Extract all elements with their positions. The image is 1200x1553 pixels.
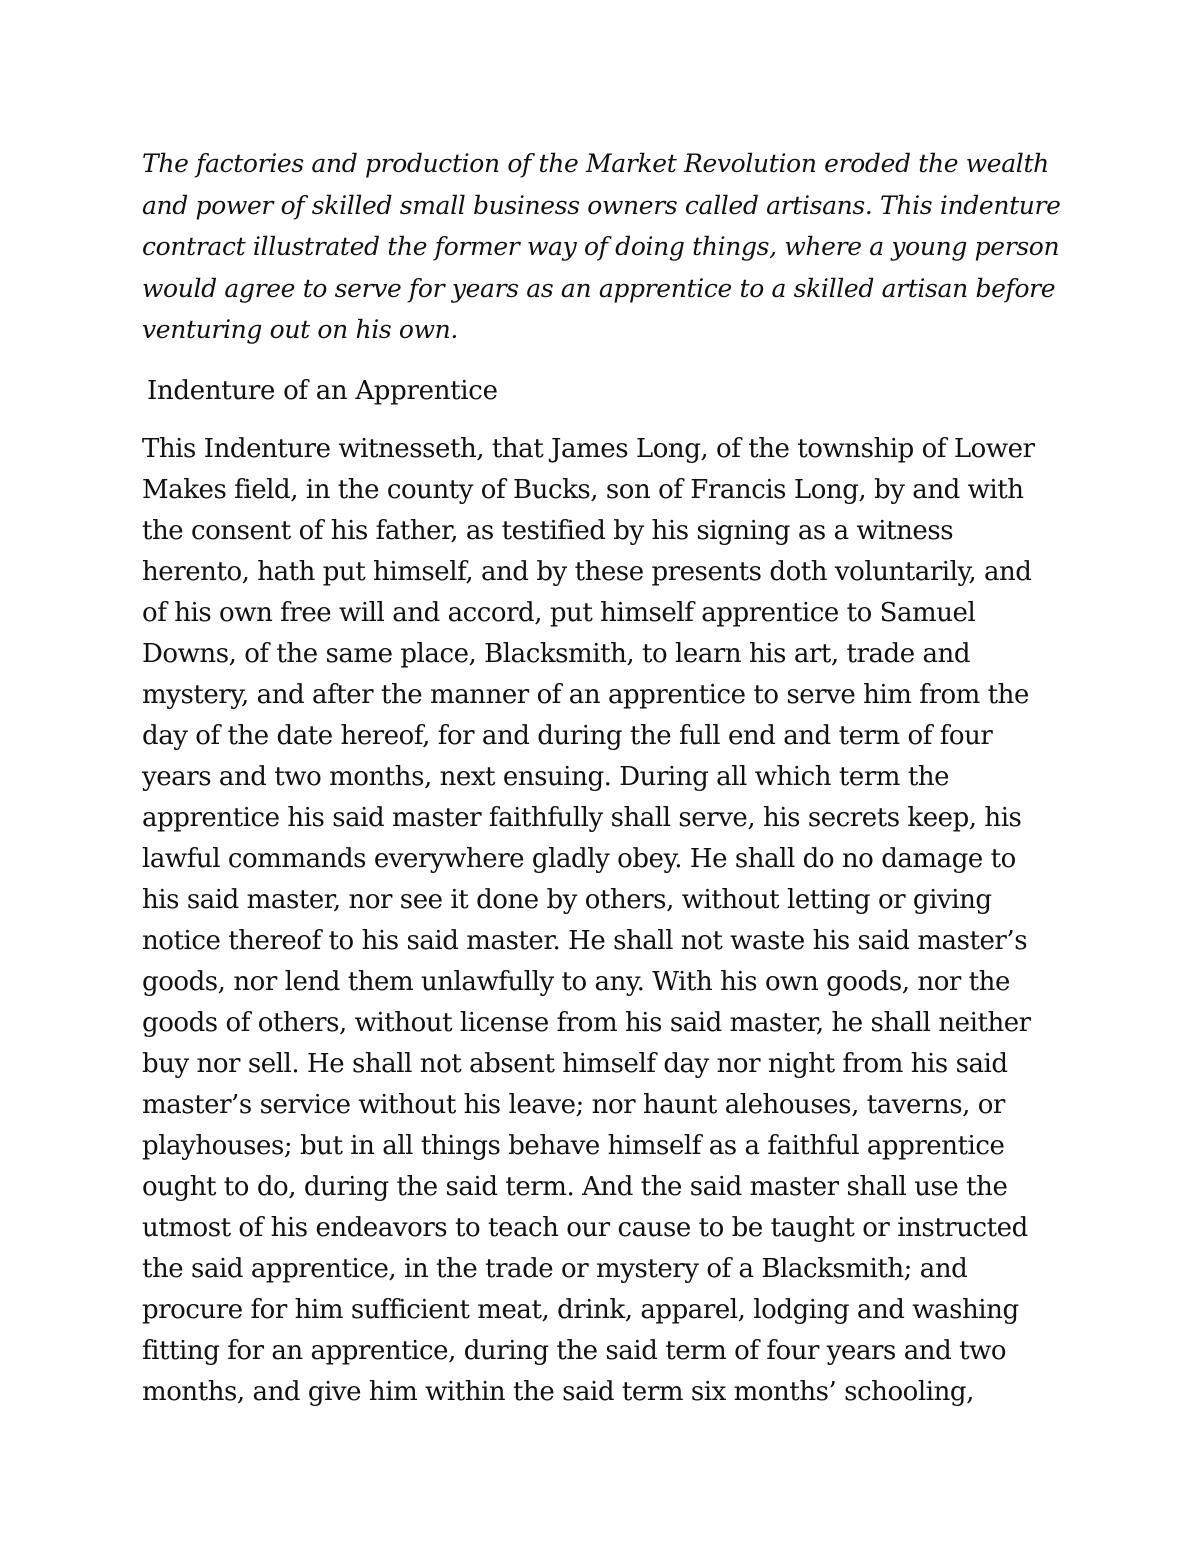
intro-line: venturing out on his own. <box>142 315 459 344</box>
body-line: buy nor sell. He shall not absent himself day nor night from his said <box>142 1048 1008 1079</box>
body-line: Makes field, in the county of Bucks, son of Francis Long, by and with <box>142 474 1024 505</box>
body-line: utmost of his endeavors to teach our cause to be taught or instructed <box>142 1212 1028 1243</box>
body-line: months, and give him within the said term six months’ schooling, <box>142 1376 974 1407</box>
body-line: lawful commands everywhere gladly obey. He shall do no damage to <box>142 843 1016 874</box>
intro-line: and power of skilled small business owners called artisans. This indenture <box>142 190 1061 220</box>
intro-line: The factories and production of the Market Revolution eroded the wealth <box>142 149 1049 178</box>
body-line: apprentice his said master faithfully shall serve, his secrets keep, his <box>142 802 1022 833</box>
body-line: This Indenture witnesseth, that James Long, of the township of Lower <box>142 433 1035 464</box>
body-line: playhouses; but in all things behave himself as a faithful apprentice <box>142 1130 1005 1161</box>
body-line: mystery, and after the manner of an apprentice to serve him from the <box>142 679 1029 710</box>
body-line: of his own free will and accord, put himself apprentice to Samuel <box>142 597 976 628</box>
document-heading: Indenture of an Apprentice <box>147 375 498 406</box>
body-line: years and two months, next ensuing. During all which term the <box>142 761 950 792</box>
body-line: goods, nor lend them unlawfully to any. With his own goods, nor the <box>142 966 1010 997</box>
body-line: the said apprentice, in the trade or mystery of a Blacksmith; and <box>142 1253 968 1284</box>
document-page <box>142 143 1060 1413</box>
body-line: the consent of his father, as testified by his signing as a witness <box>142 515 954 546</box>
body-line: notice thereof to his said master. He shall not waste his said master’s <box>142 925 1028 956</box>
body-line: procure for him sufficient meat, drink, apparel, lodging and washing <box>142 1294 1019 1325</box>
body-line: herento, hath put himself, and by these presents doth voluntarily, and <box>142 556 1032 587</box>
body-line: day of the date hereof, for and during the full end and term of four <box>142 720 993 751</box>
indenture-paragraph <box>142 429 1060 1413</box>
body-line: goods of others, without license from his said master, he shall neither <box>142 1007 1031 1038</box>
body-line: Downs, of the same place, Blacksmith, to learn his art, trade and <box>142 638 971 669</box>
intro-line: contract illustrated the former way of doing things, where a young person <box>142 232 1060 261</box>
intro-line: would agree to serve for years as an apprentice to a skilled artisan before <box>142 273 1056 303</box>
body-line: fitting for an apprentice, during the said term of four years and two <box>142 1335 1007 1366</box>
body-line: master’s service without his leave; nor haunt alehouses, taverns, or <box>142 1089 1005 1120</box>
body-line: his said master, nor see it done by others, without letting or giving <box>142 884 992 915</box>
intro-paragraph <box>142 143 1060 351</box>
body-line: ought to do, during the said term. And the said master shall use the <box>142 1171 1008 1202</box>
